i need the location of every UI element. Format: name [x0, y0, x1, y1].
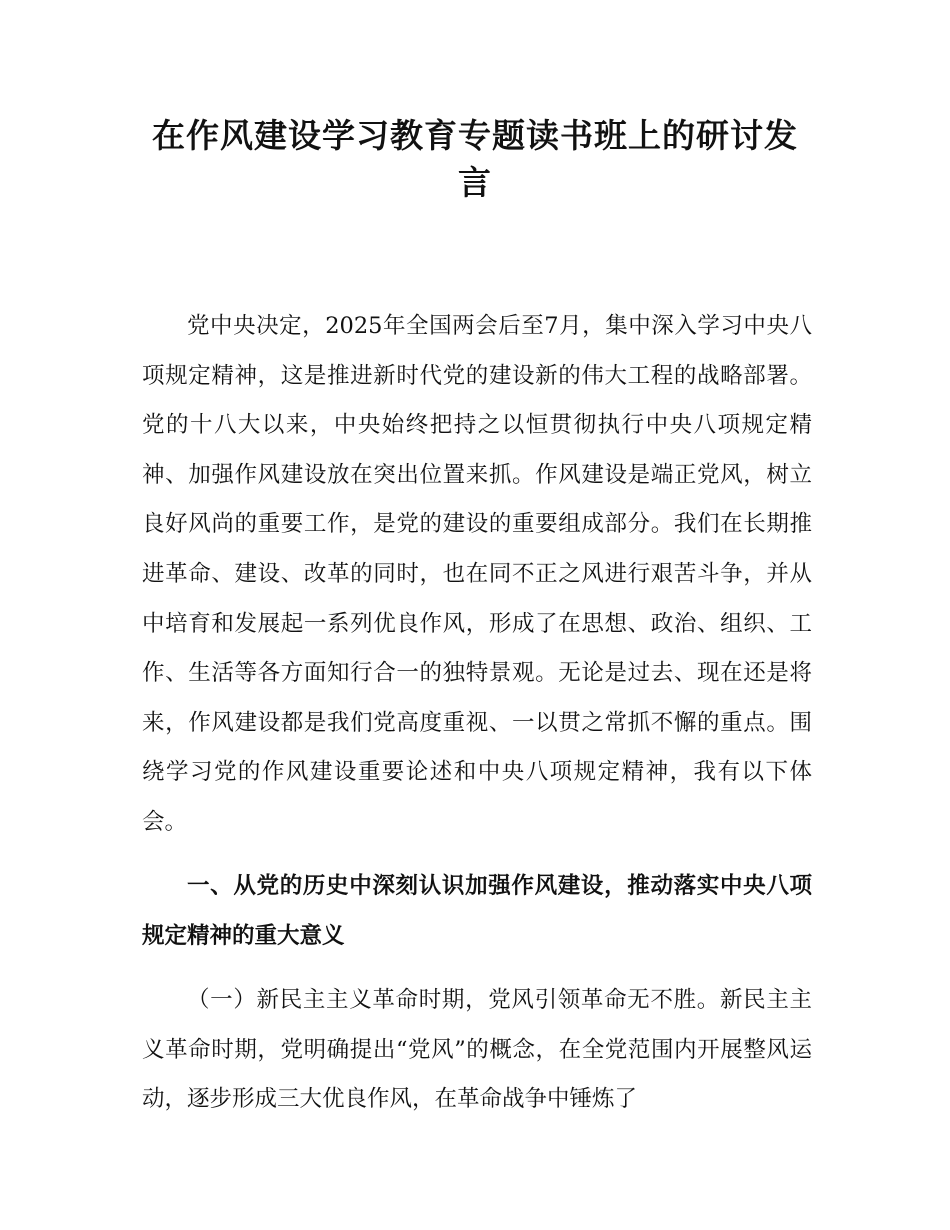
section-heading-1: 一、从党的历史中深刻认识加强作风建设，推动落实中央八项规定精神的重大意义 [142, 873, 812, 949]
subsection-paragraph-1: （一）新民主主义革命时期，党风引领革命无不胜。新民主主义革命时期，党明确提出“党风”的概念，在全党范围内开展整风运动，逐步形成三大优良作风，在革命战争中锤炼了 [142, 987, 812, 1113]
document-title: 在作风建设学习教育专题读书班上的研讨发言 [152, 116, 798, 202]
intro-paragraph: 党中央决定，2025年全国两会后至7月，集中深入学习中央八项规定精神，这是推进新时代党的建设新的伟大工程的战略部署。党的十八大以来，中央始终把持之以恒贯彻执行中央八项规定精神、加强作风建设放在突出位置来抓。作风建设是端正党风，树立良好风尚的重要工作，是党的建设的重要组成部分。我们在长期推进革命、建设、改革的同时，也在同不正之风进行艰苦斗争，并从中培育和发展起一系列优良作风，形成了在思想、政治、组织、工作、生活等各方面知行合一的独特景观。无论是过去、现在还是将来，作风建设都是我们党高度重视、一以贯之常抓不懈的重点。围绕学习党的作风建设重要论述和中央八项规定精神，我有以下体会。 [142, 313, 812, 835]
